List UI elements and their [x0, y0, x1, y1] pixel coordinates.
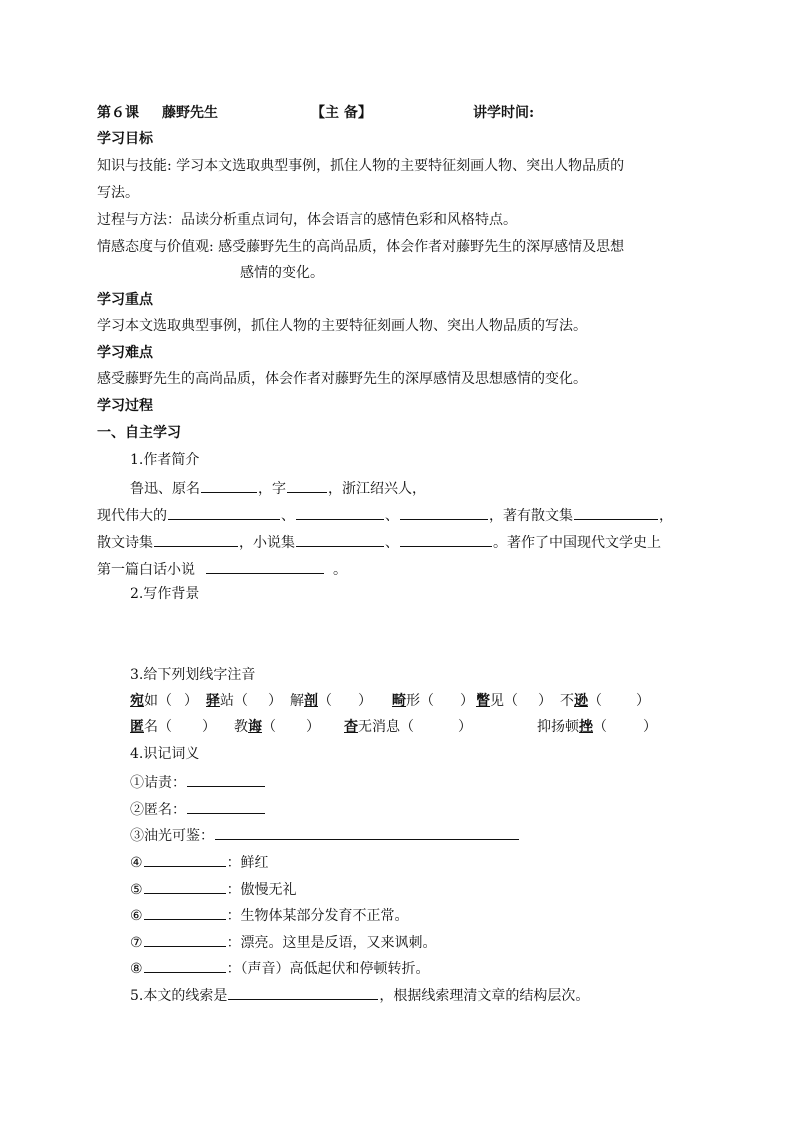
lesson-title: 藤野先生 [162, 105, 218, 121]
goal-knowledge: 知识与技能: 学习本文选取典型事例，抓住人物的主要特征刻画人物、突出人物品质的 [97, 158, 625, 174]
vocab-item: ①诘责： [130, 772, 794, 792]
answer-blank[interactable] [201, 478, 257, 493]
phonetic-item: 抑扬顿挫（ ） [537, 719, 657, 735]
vocab-title: 4.识记词义 [130, 746, 200, 762]
phonetic-item: 解剖（ ） [290, 693, 372, 709]
answer-blank[interactable] [187, 799, 265, 814]
answer-blank[interactable] [296, 532, 384, 547]
answer-blank[interactable] [215, 825, 519, 840]
difficulty-heading: 学习难点 [97, 345, 153, 361]
self-study-heading: 一、自主学习 [97, 425, 181, 441]
answer-blank[interactable] [154, 532, 238, 547]
phonetic-item: 不逊（ ） [560, 693, 650, 709]
focus-heading: 学习重点 [97, 292, 153, 308]
author-line-3: 散文诗集 ，小说集 、 。著作了中国现代文学史上 [97, 532, 794, 552]
author-line-2: 现代伟大的 、 、 ，著有散文集 ， [97, 505, 794, 525]
phonetic-item: 宛如（ ） [130, 693, 198, 709]
lesson-number: 第６课 [97, 105, 139, 121]
answer-blank[interactable] [574, 505, 658, 520]
goal-knowledge-cont: 写法。 [97, 185, 139, 201]
phonetic-item: 教诲（ ） [234, 719, 320, 735]
answer-blank[interactable] [400, 532, 492, 547]
goal-emotion-cont: 感情的变化。 [240, 265, 324, 281]
phonetic-item: 瞥见（ ） [476, 693, 552, 709]
preparer-role: 【主 备】 [311, 105, 372, 121]
answer-blank[interactable] [296, 505, 384, 520]
author-line-1: 鲁迅、原名 ，字 ，浙江绍兴人， [130, 478, 794, 498]
author-line-4: 第一篇白话小说 。 [97, 559, 794, 579]
vocab-item: ⑥ ：生物体某部分发育不正常。 [130, 905, 794, 925]
phonetic-item: 杳无消息（ ） [344, 719, 472, 735]
difficulty-text: 感受藤野先生的高尚品质，体会作者对藤野先生的深厚感情及思想感情的变化。 [97, 371, 587, 387]
answer-blank[interactable] [144, 958, 226, 973]
answer-blank[interactable] [168, 505, 280, 520]
vocab-item: ③油光可鉴： [130, 825, 794, 845]
vocab-item: ⑦ ：漂亮。这里是反语，又来讽刺。 [130, 932, 794, 952]
answer-blank[interactable] [206, 559, 324, 574]
clue-line: 5.本文的线索是 ，根据线索理清文章的结构层次。 [130, 985, 794, 1005]
answer-blank[interactable] [287, 478, 327, 493]
vocab-item: ④ ：鲜红 [130, 852, 794, 872]
answer-blank[interactable] [144, 879, 226, 894]
goal-emotion: 情感态度与价值观: 感受藤野先生的高尚品质，体会作者对藤野先生的深厚感情及思想 [97, 239, 625, 255]
goals-heading: 学习目标 [97, 131, 153, 147]
phonetic-item: 匿名（ ） [130, 719, 216, 735]
answer-blank[interactable] [400, 505, 488, 520]
phonetic-item: 驿站（ ） [206, 693, 282, 709]
answer-blank[interactable] [144, 905, 226, 920]
phonetic-item: 畸形（ ） [392, 693, 474, 709]
vocab-item: ②匿名： [130, 799, 794, 819]
background-title: 2.写作背景 [130, 586, 200, 602]
vocab-item: ⑧ ：（声音）高低起伏和停顿转折。 [130, 958, 794, 978]
author-intro-title: 1.作者简介 [130, 452, 200, 468]
phonetic-title: 3.给下列划线字注音 [130, 667, 256, 683]
lecture-time-label: 讲学时间: [473, 105, 535, 121]
process-heading: 学习过程 [97, 398, 153, 414]
answer-blank[interactable] [187, 772, 265, 787]
focus-text: 学习本文选取典型事例，抓住人物的主要特征刻画人物、突出人物品质的写法。 [97, 318, 587, 334]
answer-blank[interactable] [144, 932, 226, 947]
goal-process: 过程与方法：品读分析重点词句，体会语言的感情色彩和风格特点。 [97, 212, 517, 228]
answer-blank[interactable] [144, 852, 226, 867]
answer-blank[interactable] [228, 985, 378, 1000]
vocab-item: ⑤ ：傲慢无礼 [130, 879, 794, 899]
